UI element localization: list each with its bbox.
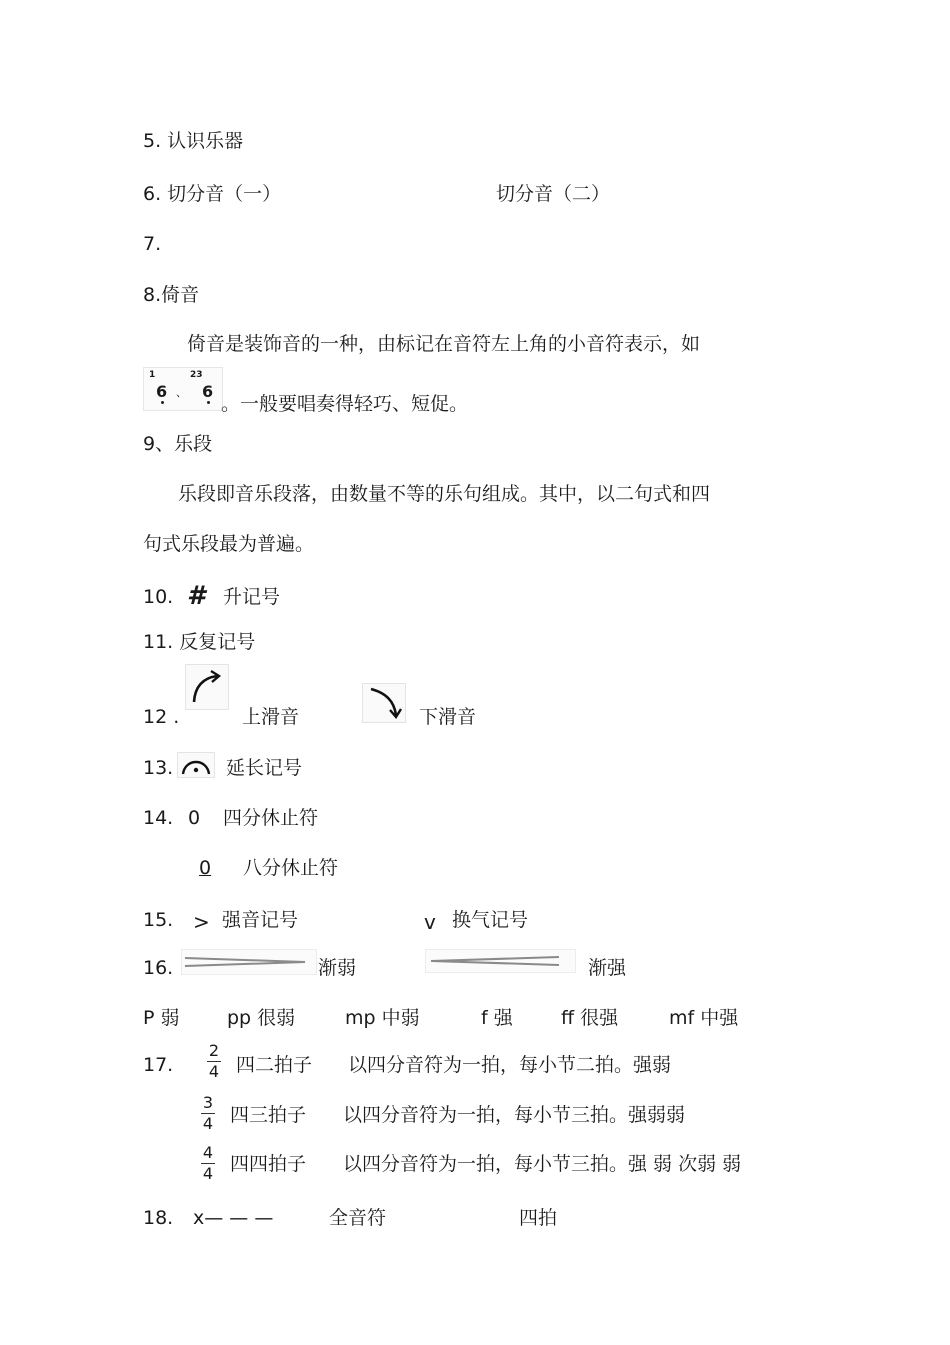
meter-desc-2-4: 以四分音符为一拍，每小节二拍。强弱 — [348, 1054, 672, 1076]
eighth-rest-symbol: 0 — [199, 857, 212, 879]
item-10-label: 升记号 — [223, 586, 281, 608]
item-16-number: 16. — [143, 957, 174, 979]
item-18-beats: 四拍 — [519, 1207, 558, 1229]
meter-name-2-4: 四二拍子 — [236, 1054, 313, 1076]
item-14-quarter-rest-label: 四分休止符 — [223, 807, 319, 829]
fermata-icon — [177, 752, 215, 778]
crescendo-icon — [425, 949, 576, 973]
dynamic-ff: ff 很强 — [561, 1007, 619, 1029]
item-12-number: 12 . — [143, 706, 180, 728]
whole-note-notation: x— — — — [193, 1207, 274, 1229]
time-signature-4-4 — [201, 1145, 215, 1182]
dynamic-pp: pp 很弱 — [227, 1007, 296, 1029]
item-8-heading: 8.倚音 — [143, 284, 200, 306]
glide-up-icon — [185, 664, 229, 710]
item-16-decrescendo-label: 渐弱 — [318, 957, 357, 979]
item-15-number: 15. — [143, 909, 174, 931]
grace-note-example-image — [143, 367, 223, 411]
item-18-number: 18. — [143, 1207, 174, 1229]
time-signature-3-4 — [201, 1095, 215, 1132]
item-8-paragraph-line1: 倚音是装饰音的一种，由标记在音符左上角的小音符表示，如 — [187, 333, 701, 355]
item-15-breath-label: 换气记号 — [452, 909, 529, 931]
grace-separator: 、 — [176, 386, 187, 399]
dynamic-mp: mp 中弱 — [345, 1007, 420, 1029]
meter-desc-4-4: 以四分音符为一拍，每小节三拍。强 弱 次弱 弱 — [343, 1153, 742, 1175]
lower-octave-dot — [207, 401, 210, 404]
item-9-paragraph-line2: 句式乐段最为普遍。 — [143, 533, 315, 555]
grace-main-note-2: 6 — [202, 382, 214, 401]
time-signature-numerator: 4 — [202, 1143, 214, 1162]
time-signature-2-4 — [207, 1043, 221, 1080]
item-17-number: 17. — [143, 1054, 174, 1076]
meter-desc-3-4: 以四分音符为一拍，每小节三拍。强弱弱 — [343, 1104, 686, 1126]
grace-main-note-1: 6 — [156, 382, 168, 401]
quarter-rest-symbol: 0 — [188, 807, 201, 829]
item-7: 7. — [143, 233, 162, 255]
breath-mark-icon: v — [424, 910, 436, 934]
time-signature-numerator: 2 — [208, 1041, 220, 1060]
time-signature-denominator: 4 — [208, 1062, 220, 1081]
item-16-crescendo-label: 渐强 — [588, 957, 627, 979]
dynamic-mf: mf 中强 — [669, 1007, 739, 1029]
dynamic-f: f 强 — [481, 1007, 513, 1029]
time-signature-numerator: 3 — [202, 1093, 214, 1112]
item-9-heading: 9、乐段 — [143, 433, 213, 455]
time-signature-denominator: 4 — [202, 1164, 214, 1183]
meter-name-3-4: 四三拍子 — [230, 1104, 307, 1126]
grace-note-small-2: 23 — [190, 370, 203, 380]
item-13-label: 延长记号 — [226, 757, 303, 779]
item-15-accent-label: 强音记号 — [222, 909, 299, 931]
item-10-number: 10. — [143, 586, 174, 608]
item-9-paragraph-line1: 乐段即音乐段落，由数量不等的乐句组成。其中，以二句式和四 — [178, 483, 711, 505]
item-6-syncopation-1: 6. 切分音（一） — [143, 183, 282, 205]
time-signature-denominator: 4 — [202, 1114, 214, 1133]
lower-octave-dot — [161, 401, 164, 404]
item-14-eighth-rest-label: 八分休止符 — [243, 857, 339, 879]
grace-note-small-1: 1 — [149, 370, 156, 380]
sharp-sign-icon: # — [187, 581, 206, 611]
item-13-number: 13. — [143, 757, 174, 779]
item-12-up-label: 上滑音 — [242, 706, 300, 728]
item-11: 11. 反复记号 — [143, 631, 256, 653]
item-14-number: 14. — [143, 807, 174, 829]
item-8-paragraph-line2: 。一般要唱奏得轻巧、短促。 — [221, 393, 469, 415]
glide-down-icon — [362, 683, 406, 723]
dynamic-p: P 弱 — [143, 1007, 180, 1029]
item-6-syncopation-2: 切分音（二） — [496, 183, 611, 205]
item-18-name: 全音符 — [329, 1207, 387, 1229]
item-12-down-label: 下滑音 — [419, 706, 477, 728]
decrescendo-icon — [181, 949, 317, 975]
meter-name-4-4: 四四拍子 — [230, 1153, 307, 1175]
item-5: 5. 认识乐器 — [143, 130, 244, 152]
accent-icon: > — [193, 910, 210, 934]
